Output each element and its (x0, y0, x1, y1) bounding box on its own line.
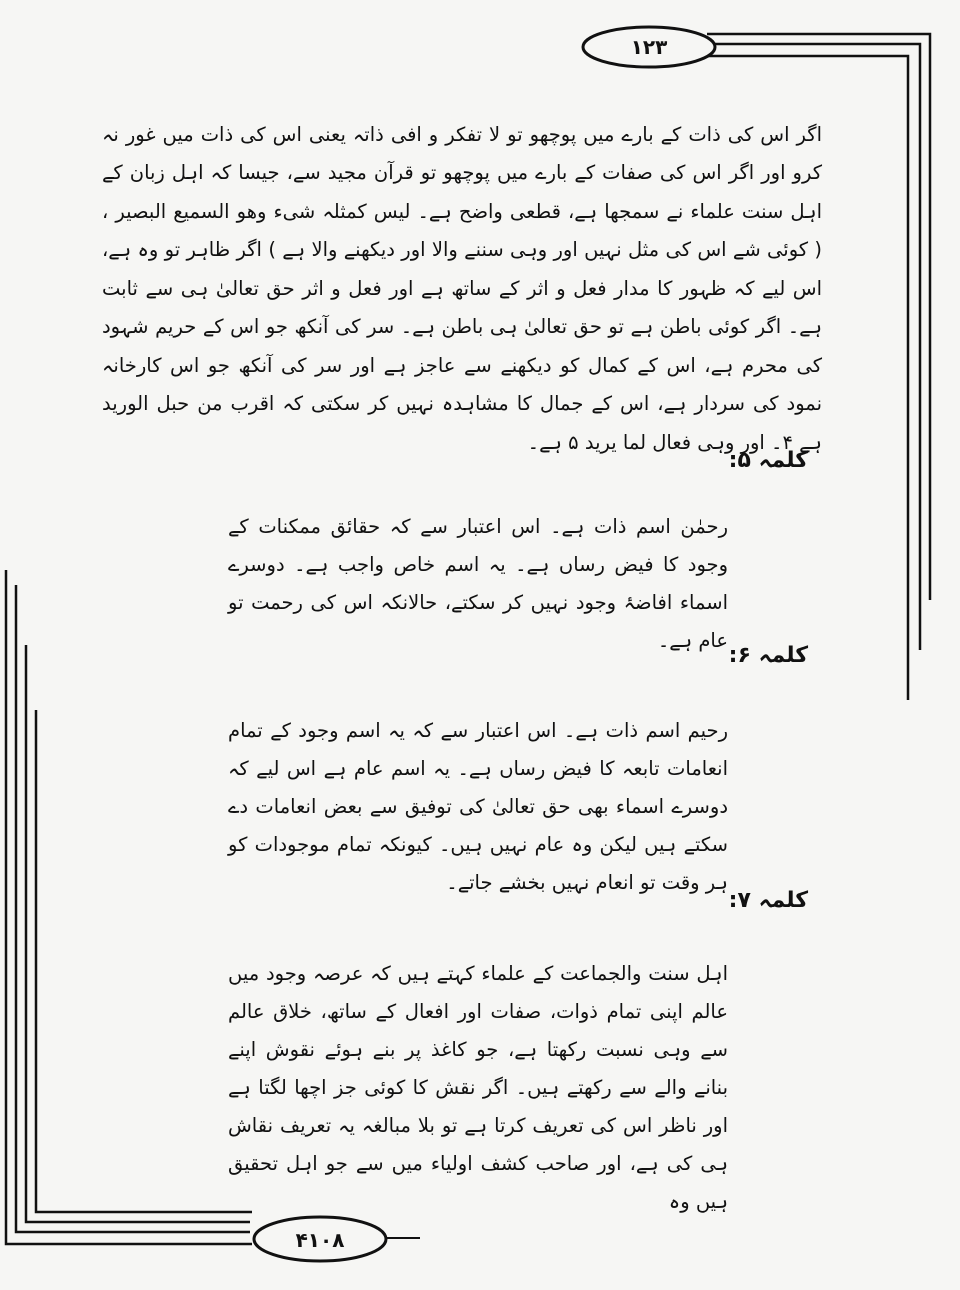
section-body-kalima-7: اہل سنت والجماعت کے علماء کہتے ہیں کہ عرصہ وجود میں عالم اپنی تمام ذوات، صفات اور افعال کے ساتھ، خلاق عالم سے وہی نسبت رکھتا ہے، جو کاغذ پر بنے ہوئے نقوش اپنے بنانے والے سے رکھتے ہیں۔ اگر نقش کا کوئی جز اچھا لگتا ہے اور ناظر اس کی تعریف کرتا ہے تو بلا مبالغہ یہ تعریف نقاش ہی کی ہے، اور صاحب کشف اولیاء میں سے جو اہل تحقیق ہیں وہ (228, 961, 728, 1213)
section-heading-kalima-5: کلمہ ۵: (728, 448, 808, 473)
section-body-kalima-5: رحمٰن اسم ذات ہے۔ اس اعتبار سے کہ حقائق ممکنات کے وجود کا فیض رساں ہے۔ یہ اسم خاص واجب ہے۔ دوسرے اسماء افاضۂ وجود نہیں کر سکتے، حالانکہ اس کی رحمت تو عام ہے۔ (228, 514, 728, 652)
section-body-kalima-6: رحیم اسم ذات ہے۔ اس اعتبار سے کہ یہ اسم وجود کے تمام انعامات تابعہ کا فیض رساں ہے۔ یہ اسم عام ہے اس لیے کہ دوسرے اسماء بھی حق تعالیٰ کی توفیق سے بعض انعامات دے سکتے ہیں لیکن وہ عام نہیں ہیں۔ کیونکہ تمام موجودات کو ہر وقت تو انعام نہیں بخشے جاتے۔ (228, 718, 728, 894)
intro-paragraph: اگر اس کی ذات کے بارے میں پوچھو تو لا تفکر و افی ذاتہ یعنی اس کی ذات میں غور نہ کرو اور اگر اس کی صفات کے بارے میں پوچھو تو قرآن مجید سے، جیسا کہ اہل زبان کے اہل سنت علماء نے سمجھا ہے، قطعی واضح ہے۔ لیس کمثلہ شیء وھو السمیع البصیر ، ( کوئی شے اس کی مثل نہیں اور وہی سننے والا اور دیکھنے والا ہے ) اگر ظاہر تو وہ ہے، اس لیے کہ ظہور کا مدار فعل و اثر کے ساتھ ہے اور فعل و اثر حق تعالیٰ ہی سے ثابت ہے۔ اگر کوئی باطن ہے تو حق تعالیٰ ہی باطن ہے۔ سر کی آنکھ جو اس کے حریم شہود کی محرم ہے، اس کے کمال کو دیکھنے سے عاجز ہے اور سر کی آنکھ جو اس کارخانہ نمود کی سردار ہے، اس کے جمال کا مشاہدہ نہیں کر سکتی کہ اقرب من حبل الورید ہے ۴۔ اور وہی فعال لما یرید ۵ ہے۔ (102, 122, 822, 454)
page-number-top: ۱۲۳ (630, 35, 668, 59)
page-number-bottom: ۴۱۰۸ (295, 1228, 345, 1252)
section-heading-kalima-7: کلمہ ۷: (728, 888, 808, 913)
section-heading-kalima-6: کلمہ ۶: (728, 643, 808, 668)
